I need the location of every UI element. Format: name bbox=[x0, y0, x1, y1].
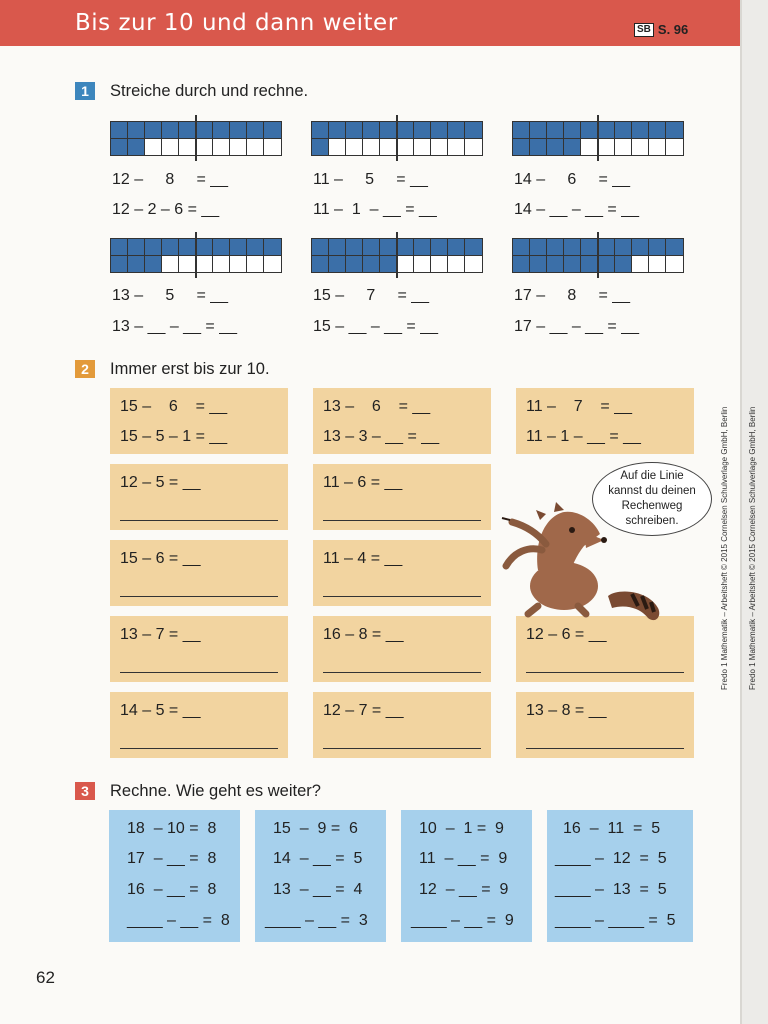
equation: ____ – ____ = 5 bbox=[555, 912, 676, 929]
bar-square bbox=[666, 239, 683, 255]
bar-square bbox=[111, 239, 128, 255]
equation: 12 – __ = 9 bbox=[419, 881, 509, 898]
bar-square bbox=[329, 256, 346, 272]
bar-square bbox=[513, 256, 530, 272]
bar-square bbox=[448, 239, 465, 255]
answer-line bbox=[526, 672, 684, 673]
bar-square bbox=[213, 122, 230, 138]
page-title: Bis zur 10 und dann weiter bbox=[75, 10, 398, 36]
bar-square bbox=[414, 256, 431, 272]
bar-square bbox=[632, 139, 649, 155]
bar-square bbox=[312, 256, 329, 272]
bar-square bbox=[598, 139, 615, 155]
equation: 13 – 8 = __ bbox=[526, 702, 607, 719]
bar-square bbox=[414, 122, 431, 138]
bar-square bbox=[145, 256, 162, 272]
answer-line bbox=[120, 672, 278, 673]
ten-divider bbox=[195, 115, 197, 161]
equation: 10 – 1 = 9 bbox=[419, 820, 504, 837]
equation: 16 – __ = 8 bbox=[127, 881, 217, 898]
bar-square bbox=[649, 239, 666, 255]
bar-square bbox=[397, 139, 414, 155]
bar-square bbox=[448, 256, 465, 272]
bar-square bbox=[247, 122, 264, 138]
bar-square bbox=[564, 139, 581, 155]
bar-square bbox=[363, 256, 380, 272]
task-number: 2 bbox=[75, 360, 95, 378]
equation: 13 – __ – __ = __ bbox=[112, 318, 237, 335]
bar-square bbox=[513, 122, 530, 138]
bar-square bbox=[615, 239, 632, 255]
bar-square bbox=[431, 122, 448, 138]
equation: 11 – 7 = __ bbox=[526, 398, 632, 415]
equation: ____ – __ = 3 bbox=[265, 912, 368, 929]
bar-square bbox=[649, 256, 666, 272]
ten-divider bbox=[195, 232, 197, 278]
bar-square bbox=[145, 139, 162, 155]
exercise-card bbox=[313, 692, 491, 758]
equation: 13 – 7 = __ bbox=[120, 626, 201, 643]
equation: 15 – 6 = __ bbox=[120, 398, 228, 415]
bar-square bbox=[312, 239, 329, 255]
bar-square bbox=[530, 256, 547, 272]
equation: ____ – 12 = 5 bbox=[555, 850, 667, 867]
answer-line bbox=[323, 596, 481, 597]
bar-square bbox=[196, 239, 213, 255]
equation: 12 – 7 = __ bbox=[323, 702, 404, 719]
bar-square bbox=[329, 122, 346, 138]
equation: 17 – 8 = __ bbox=[514, 287, 631, 304]
bar-square bbox=[431, 139, 448, 155]
equation: 15 – 9 = 6 bbox=[273, 820, 358, 837]
bar-square bbox=[196, 122, 213, 138]
copyright-notice: Fredo 1 Mathematik – Arbeitsheft © 2015 Cornelsen Schulverlage GmbH, Berlin bbox=[748, 406, 757, 690]
equation: 11 – 1 – __ = __ bbox=[313, 201, 437, 218]
bar-square bbox=[666, 256, 683, 272]
bar-square bbox=[666, 139, 683, 155]
answer-line bbox=[120, 520, 278, 521]
bar-square bbox=[513, 139, 530, 155]
exercise-card bbox=[313, 540, 491, 606]
speech-bubble-text: Auf die Linie kannst du deinen Rechenweg schreiben. bbox=[608, 470, 696, 527]
ten-divider bbox=[597, 115, 599, 161]
bar-square bbox=[264, 239, 281, 255]
bar-square bbox=[547, 139, 564, 155]
bar-square bbox=[230, 139, 247, 155]
bar-square bbox=[380, 256, 397, 272]
bar-square bbox=[179, 256, 196, 272]
equation: 15 – 6 = __ bbox=[120, 550, 201, 567]
bar-square bbox=[632, 239, 649, 255]
equation: 11 – 4 = __ bbox=[323, 550, 403, 567]
bar-square bbox=[581, 256, 598, 272]
bar-square bbox=[346, 256, 363, 272]
page-header bbox=[0, 0, 740, 46]
bar-square bbox=[162, 139, 179, 155]
exercise-card bbox=[110, 692, 288, 758]
equation: ____ – __ = 8 bbox=[127, 912, 230, 929]
bar-square bbox=[414, 239, 431, 255]
bar-square bbox=[162, 256, 179, 272]
ten-divider bbox=[396, 232, 398, 278]
exercise-card bbox=[110, 464, 288, 530]
exercise-card bbox=[109, 810, 240, 942]
equation: 11 – 6 = __ bbox=[323, 474, 403, 491]
bar-square bbox=[128, 139, 145, 155]
bar-square bbox=[264, 122, 281, 138]
bar-square bbox=[632, 122, 649, 138]
sb-icon: SB bbox=[634, 23, 654, 37]
equation: 14 – 5 = __ bbox=[120, 702, 201, 719]
equation: 16 – 11 = 5 bbox=[563, 820, 661, 837]
bar-square bbox=[465, 239, 482, 255]
bar-square bbox=[179, 239, 196, 255]
bar-square bbox=[530, 122, 547, 138]
equation: 12 – 2 – 6 = __ bbox=[112, 201, 220, 218]
exercise-card bbox=[516, 388, 694, 454]
copyright-notice: Fredo 1 Mathematik – Arbeitsheft © 2015 Cornelsen Schulverlage GmbH, Berlin bbox=[720, 406, 729, 690]
equation: 15 – 5 – 1 = __ bbox=[120, 428, 228, 445]
exercise-card bbox=[401, 810, 532, 942]
exercise-card bbox=[110, 388, 288, 454]
exercise-card bbox=[547, 810, 693, 942]
schoolbook-reference bbox=[634, 22, 688, 37]
ten-divider bbox=[597, 232, 599, 278]
equation: 14 – __ – __ = __ bbox=[514, 201, 639, 218]
bar-square bbox=[547, 239, 564, 255]
bar-square bbox=[363, 139, 380, 155]
equation: 11 – 1 – __ = __ bbox=[526, 428, 641, 445]
bar-square bbox=[448, 122, 465, 138]
bar-square bbox=[346, 122, 363, 138]
bar-square bbox=[397, 239, 414, 255]
bar-square bbox=[632, 256, 649, 272]
bar-square bbox=[581, 122, 598, 138]
bar-square bbox=[145, 122, 162, 138]
bar-square bbox=[111, 256, 128, 272]
bar-square bbox=[162, 239, 179, 255]
bar-square bbox=[213, 139, 230, 155]
bar-square bbox=[329, 139, 346, 155]
equation: 15 – __ – __ = __ bbox=[313, 318, 438, 335]
page-ref: S. 96 bbox=[657, 22, 689, 37]
bar-square bbox=[397, 122, 414, 138]
bar-square bbox=[312, 139, 329, 155]
equation: 13 – __ = 4 bbox=[273, 881, 363, 898]
bar-square bbox=[380, 139, 397, 155]
exercise-card bbox=[255, 810, 386, 942]
bar-square bbox=[465, 122, 482, 138]
answer-line bbox=[120, 596, 278, 597]
exercise-card bbox=[110, 616, 288, 682]
equation: 11 – 5 = __ bbox=[313, 171, 428, 188]
answer-line bbox=[526, 748, 684, 749]
bar-square bbox=[213, 256, 230, 272]
bar-square bbox=[230, 122, 247, 138]
bar-square bbox=[230, 256, 247, 272]
bar-square bbox=[666, 122, 683, 138]
exercise-card bbox=[313, 616, 491, 682]
exercise-card bbox=[516, 692, 694, 758]
bar-square bbox=[312, 122, 329, 138]
exercise-card bbox=[110, 540, 288, 606]
bar-square bbox=[128, 256, 145, 272]
bar-square bbox=[196, 139, 213, 155]
exercise-card bbox=[313, 388, 491, 454]
bar-square bbox=[615, 139, 632, 155]
bar-square bbox=[598, 256, 615, 272]
bar-square bbox=[247, 256, 264, 272]
bar-square bbox=[547, 256, 564, 272]
equation: 11 – __ = 9 bbox=[419, 850, 508, 867]
page-number: 62 bbox=[36, 968, 55, 987]
equation: 15 – 7 = __ bbox=[313, 287, 430, 304]
bar-square bbox=[649, 122, 666, 138]
bar-square bbox=[547, 122, 564, 138]
bar-square bbox=[615, 122, 632, 138]
ten-divider bbox=[396, 115, 398, 161]
answer-line bbox=[323, 672, 481, 673]
equation: 12 – 8 = __ bbox=[112, 171, 229, 188]
equation: 14 – __ = 5 bbox=[273, 850, 363, 867]
task-number: 3 bbox=[75, 782, 95, 800]
task-number: 1 bbox=[75, 82, 95, 100]
equation: 13 – 5 = __ bbox=[112, 287, 229, 304]
bar-square bbox=[414, 139, 431, 155]
equation: 13 – 6 = __ bbox=[323, 398, 431, 415]
bar-square bbox=[581, 239, 598, 255]
equation: ____ – __ = 9 bbox=[411, 912, 514, 929]
task-title: Streiche durch und rechne. bbox=[110, 82, 309, 100]
bar-square bbox=[346, 239, 363, 255]
equation: 12 – 5 = __ bbox=[120, 474, 201, 491]
bar-square bbox=[431, 239, 448, 255]
answer-line bbox=[323, 520, 481, 521]
bar-square bbox=[380, 239, 397, 255]
bar-square bbox=[264, 256, 281, 272]
answer-line bbox=[323, 748, 481, 749]
bar-square bbox=[564, 122, 581, 138]
coati-mascot-icon bbox=[498, 500, 664, 626]
bar-square bbox=[465, 256, 482, 272]
bar-square bbox=[530, 139, 547, 155]
bar-square bbox=[397, 256, 414, 272]
bar-square bbox=[213, 239, 230, 255]
equation: 18 – 10 = 8 bbox=[127, 820, 217, 837]
equation: 17 – __ = 8 bbox=[127, 850, 217, 867]
bar-square bbox=[128, 239, 145, 255]
equation: ____ – 13 = 5 bbox=[555, 881, 667, 898]
bar-square bbox=[346, 139, 363, 155]
bar-square bbox=[448, 139, 465, 155]
bar-square bbox=[329, 239, 346, 255]
bar-square bbox=[111, 139, 128, 155]
equation: 13 – 3 – __ = __ bbox=[323, 428, 440, 445]
bar-square bbox=[111, 122, 128, 138]
bar-square bbox=[513, 239, 530, 255]
bar-square bbox=[162, 122, 179, 138]
bar-square bbox=[431, 256, 448, 272]
bar-square bbox=[179, 139, 196, 155]
bar-square bbox=[465, 139, 482, 155]
bar-square bbox=[581, 139, 598, 155]
task-title: Immer erst bis zur 10. bbox=[110, 360, 270, 378]
exercise-card bbox=[313, 464, 491, 530]
bar-square bbox=[128, 122, 145, 138]
bar-square bbox=[598, 122, 615, 138]
bar-square bbox=[247, 139, 264, 155]
bar-square bbox=[145, 239, 162, 255]
bar-square bbox=[363, 239, 380, 255]
bar-square bbox=[564, 256, 581, 272]
equation: 17 – __ – __ = __ bbox=[514, 318, 639, 335]
equation: 14 – 6 = __ bbox=[514, 171, 631, 188]
bar-square bbox=[530, 239, 547, 255]
answer-line bbox=[120, 748, 278, 749]
bar-square bbox=[264, 139, 281, 155]
bar-square bbox=[380, 122, 397, 138]
bar-square bbox=[363, 122, 380, 138]
bar-square bbox=[247, 239, 264, 255]
bar-square bbox=[615, 256, 632, 272]
bar-square bbox=[564, 239, 581, 255]
bar-square bbox=[179, 122, 196, 138]
task-title: Rechne. Wie geht es weiter? bbox=[110, 782, 321, 800]
equation: 16 – 8 = __ bbox=[323, 626, 404, 643]
bar-square bbox=[598, 239, 615, 255]
equation: 12 – 6 = __ bbox=[526, 626, 607, 643]
bar-square bbox=[196, 256, 213, 272]
bar-square bbox=[230, 239, 247, 255]
bar-square bbox=[649, 139, 666, 155]
